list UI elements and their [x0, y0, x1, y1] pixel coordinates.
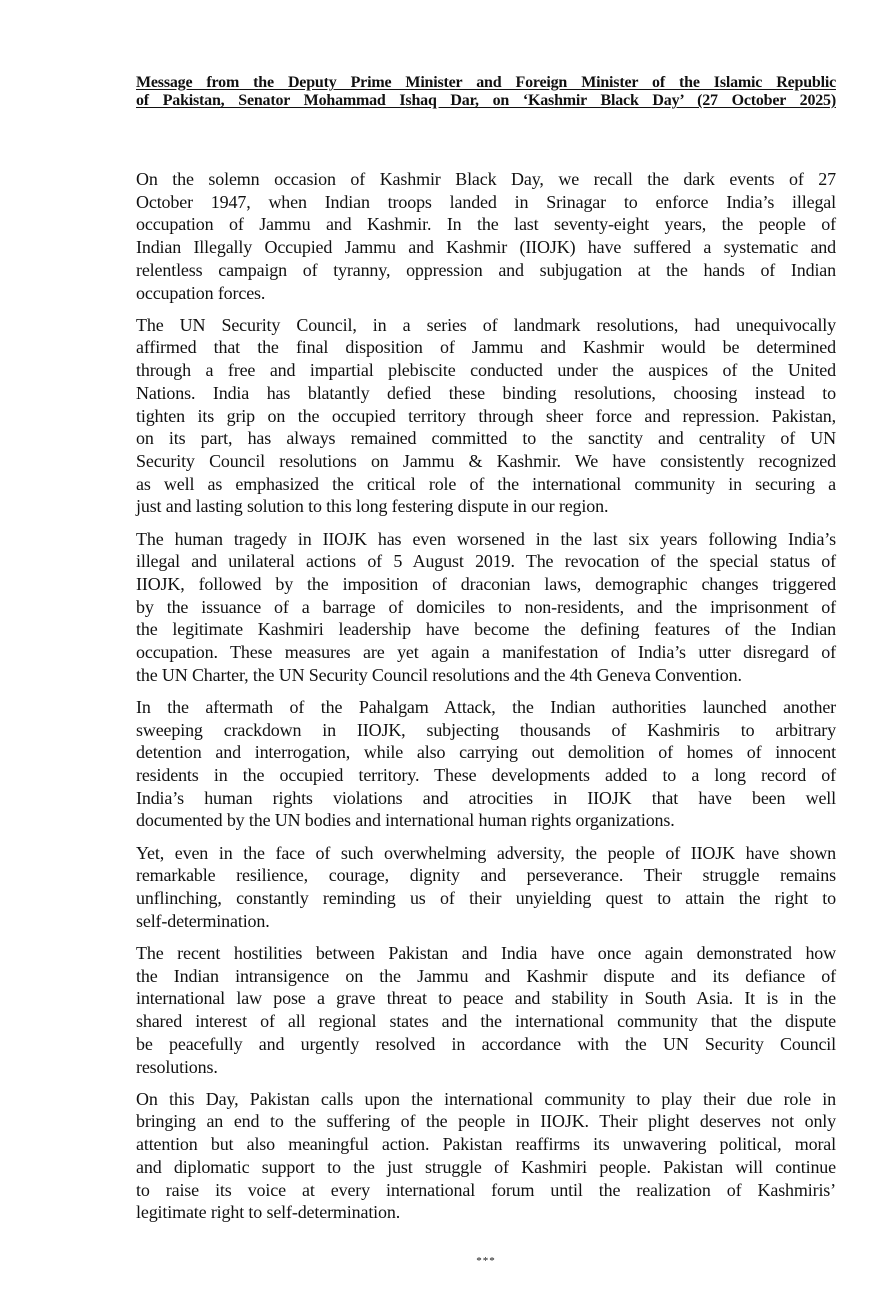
- paragraph-line: illegal and unilateral actions of 5 August 2019. The revocation of the special status of: [136, 551, 836, 572]
- paragraph-line: occupation. These measures are yet again a manifestation of India’s utter disregard of: [136, 642, 836, 663]
- paragraph-line: The recent hostilities between Pakistan and India have once again demonstrated how: [136, 943, 836, 963]
- paragraph-line: tighten its grip on the occupied territory through sheer force and repression. Pakistan,: [136, 405, 836, 426]
- paragraph-line: detention and interrogation, while also carrying out demolition of homes of innocent: [136, 742, 836, 763]
- paragraph-6: [136, 942, 836, 1078]
- paragraph-line: Yet, even in the face of such overwhelming adversity, the people of IIOJK have shown: [136, 842, 836, 863]
- paragraph-line: shared interest of all regional states and the international community that the dispute: [136, 1011, 836, 1032]
- paragraph-line: attention but also meaningful action. Pakistan reaffirms its unwavering political, moral: [136, 1134, 836, 1155]
- document-body: [136, 168, 836, 1224]
- paragraph-5: [136, 842, 836, 933]
- paragraph-line: Security Council resolutions on Jammu & Kashmir. We have consistently recognized: [136, 450, 836, 471]
- paragraph-1: [136, 168, 836, 304]
- paragraph-line: On the solemn occasion of Kashmir Black Day, we recall the dark events of 27: [136, 169, 836, 189]
- paragraph-3: [136, 528, 836, 687]
- paragraph-line: The human tragedy in IIOJK has even worsened in the last six years following India’s: [136, 528, 836, 549]
- paragraph-line: documented by the UN bodies and international human rights organizations.: [136, 810, 675, 831]
- title-line: of Pakistan, Senator Mohammad Ishaq Dar, on ‘Kashmir Black Day’ (27 October 2025): [136, 92, 836, 109]
- paragraph-line: In the aftermath of the Pahalgam Attack, the Indian authorities launched another: [136, 696, 836, 717]
- paragraph-line: remarkable resilience, courage, dignity and perseverance. Their struggle remains: [136, 865, 836, 886]
- paragraph-line: the Indian intransigence on the Jammu and Kashmir dispute and its defiance of: [136, 965, 836, 986]
- paragraph-line: to raise its voice at every international forum until the realization of Kashmiris’: [136, 1179, 836, 1200]
- paragraph-line: IIOJK, followed by the imposition of draconian laws, demographic changes triggered: [136, 573, 836, 594]
- document-title: [136, 74, 836, 110]
- paragraph-line: on its part, has always remained committed to the sanctity and centrality of UN: [136, 428, 836, 449]
- paragraph-7: [136, 1088, 836, 1224]
- paragraph-line: bringing an end to the suffering of the people in IIOJK. Their plight deserves not only: [136, 1111, 836, 1132]
- paragraph-line: affirmed that the final disposition of Jammu and Kashmir would be determined: [136, 337, 836, 358]
- paragraph-line: occupation forces.: [136, 282, 266, 303]
- paragraph-2: [136, 314, 836, 518]
- paragraph-line: The UN Security Council, in a series of landmark resolutions, had unequivocally: [136, 314, 836, 335]
- paragraph-line: the legitimate Kashmiri leadership have become the defining features of the Indian: [136, 619, 836, 640]
- paragraph-line: residents in the occupied territory. These developments added to a long record of: [136, 765, 836, 786]
- paragraph-line: through a free and impartial plebiscite conducted under the auspices of the United: [136, 360, 836, 381]
- paragraph-line: occupation of Jammu and Kashmir. In the last seventy-eight years, the people of: [136, 214, 836, 235]
- paragraph-line: by the issuance of a barrage of domiciles to non-residents, and the imprisonment of: [136, 596, 836, 617]
- paragraph-line: Indian Illegally Occupied Jammu and Kashmir (IIOJK) have suffered a systematic and: [136, 237, 836, 258]
- paragraph-line: the UN Charter, the UN Security Council resolutions and the 4th Geneva Convention.: [136, 664, 742, 685]
- paragraph-line: be peacefully and urgently resolved in accordance with the UN Security Council: [136, 1033, 836, 1054]
- paragraph-line: On this Day, Pakistan calls upon the international community to play their due role in: [136, 1088, 836, 1109]
- paragraph-line: self-determination.: [136, 910, 270, 931]
- paragraph-line: India’s human rights violations and atrocities in IIOJK that have been well: [136, 787, 836, 808]
- end-mark: ***: [476, 1254, 496, 1267]
- paragraph-4: [136, 696, 836, 832]
- paragraph-line: legitimate right to self-determination.: [136, 1202, 401, 1223]
- paragraph-line: relentless campaign of tyranny, oppression and subjugation at the hands of Indian: [136, 259, 836, 280]
- paragraph-line: sweeping crackdown in IIOJK, subjecting thousands of Kashmiris to arbitrary: [136, 719, 836, 740]
- paragraph-line: unflinching, constantly reminding us of their unyielding quest to attain the right to: [136, 888, 836, 909]
- paragraph-line: as well as emphasized the critical role of the international community in securing a: [136, 473, 836, 494]
- paragraph-line: just and lasting solution to this long festering dispute in our region.: [136, 496, 609, 517]
- paragraph-line: international law pose a grave threat to peace and stability in South Asia. It is in the: [136, 988, 836, 1009]
- title-line: Message from the Deputy Prime Minister and Foreign Minister of the Islamic Republic: [136, 74, 836, 91]
- paragraph-line: resolutions.: [136, 1056, 218, 1077]
- paragraph-line: and diplomatic support to the just struggle of Kashmiri people. Pakistan will continue: [136, 1156, 836, 1177]
- paragraph-line: Nations. India has blatantly defied these binding resolutions, choosing instead to: [136, 382, 836, 403]
- paragraph-line: October 1947, when Indian troops landed in Srinagar to enforce India’s illegal: [136, 191, 836, 212]
